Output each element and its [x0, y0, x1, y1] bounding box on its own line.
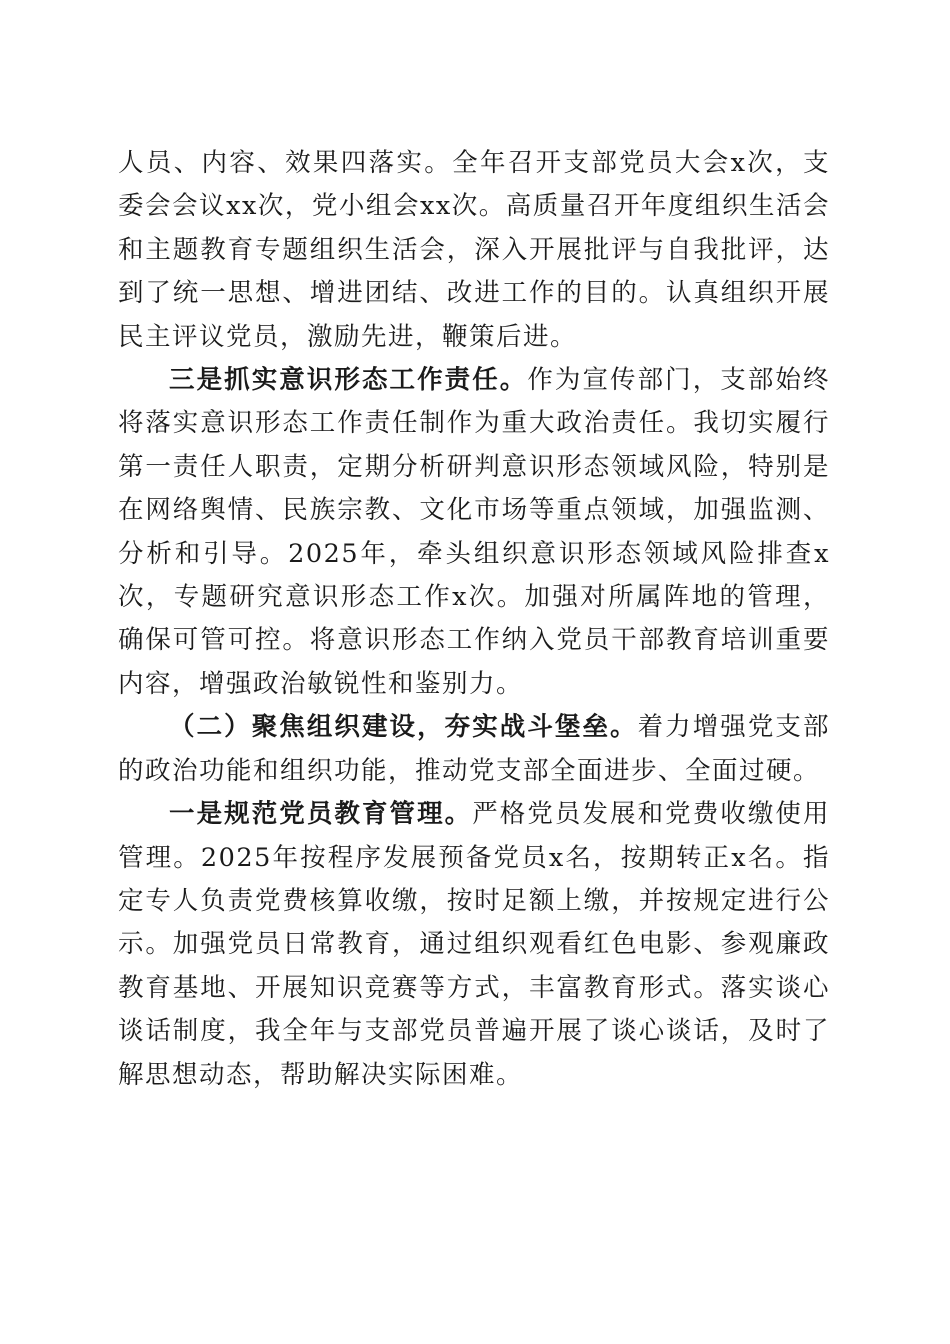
paragraph-member-education — [118, 793, 830, 1097]
paragraph-continuation — [118, 142, 830, 359]
paragraph-heading: 一是规范党员教育管理。 — [169, 799, 473, 830]
paragraph-text: 人员、内容、效果四落实。全年召开支部党员大会x次，支委会会议xx次，党小组会xx次。高质量召开年度组织生活会和主题教育专题组织生活会，深入开展批评与自我批评，达到了统一思想、增进团结、改进工作的目的。认真组织开展民主评议党员，激励先进，鞭策后进。 — [118, 148, 830, 352]
section-heading: （二）聚焦组织建设，夯实战斗堡垒。 — [169, 712, 638, 743]
paragraph-text: 作为宣传部门，支部始终将落实意识形态工作责任制作为重大政治责任。我切实履行第一责任人职责，定期分析研判意识形态领域风险，特别是在网络舆情、民族宗教、文化市场等重点领域，加强监测、分析和引导。2025年，牵头组织意识形态领域风险排查x次，专题研究意识形态工作x次。加强对所属阵地的管理，确保可管可控。将意识形态工作纳入党员干部教育培训重要内容，增强政治敏锐性和鉴别力。 — [118, 365, 830, 699]
paragraph-text: 严格党员发展和党费收缴使用管理。2025年按程序发展预备党员x名，按期转正x名。指定专人负责党费核算收缴，按时足额上缴，并按规定进行公示。加强党员日常教育，通过组织观看红色电影、参观廉政教育基地、开展知识竞赛等方式，丰富教育形式。落实谈心谈话制度，我全年与支部党员普遍开展了谈心谈话，及时了解思想动态，帮助解决实际困难。 — [118, 799, 830, 1090]
section-heading-organization — [118, 706, 830, 793]
paragraph-ideology-responsibility — [118, 359, 830, 706]
document-page — [118, 142, 830, 1097]
paragraph-heading: 三是抓实意识形态工作责任。 — [169, 365, 528, 396]
paragraph-text: 着力增强党支部的政治功能和组织功能，推动党支部全面进步、全面过硬。 — [118, 712, 830, 786]
